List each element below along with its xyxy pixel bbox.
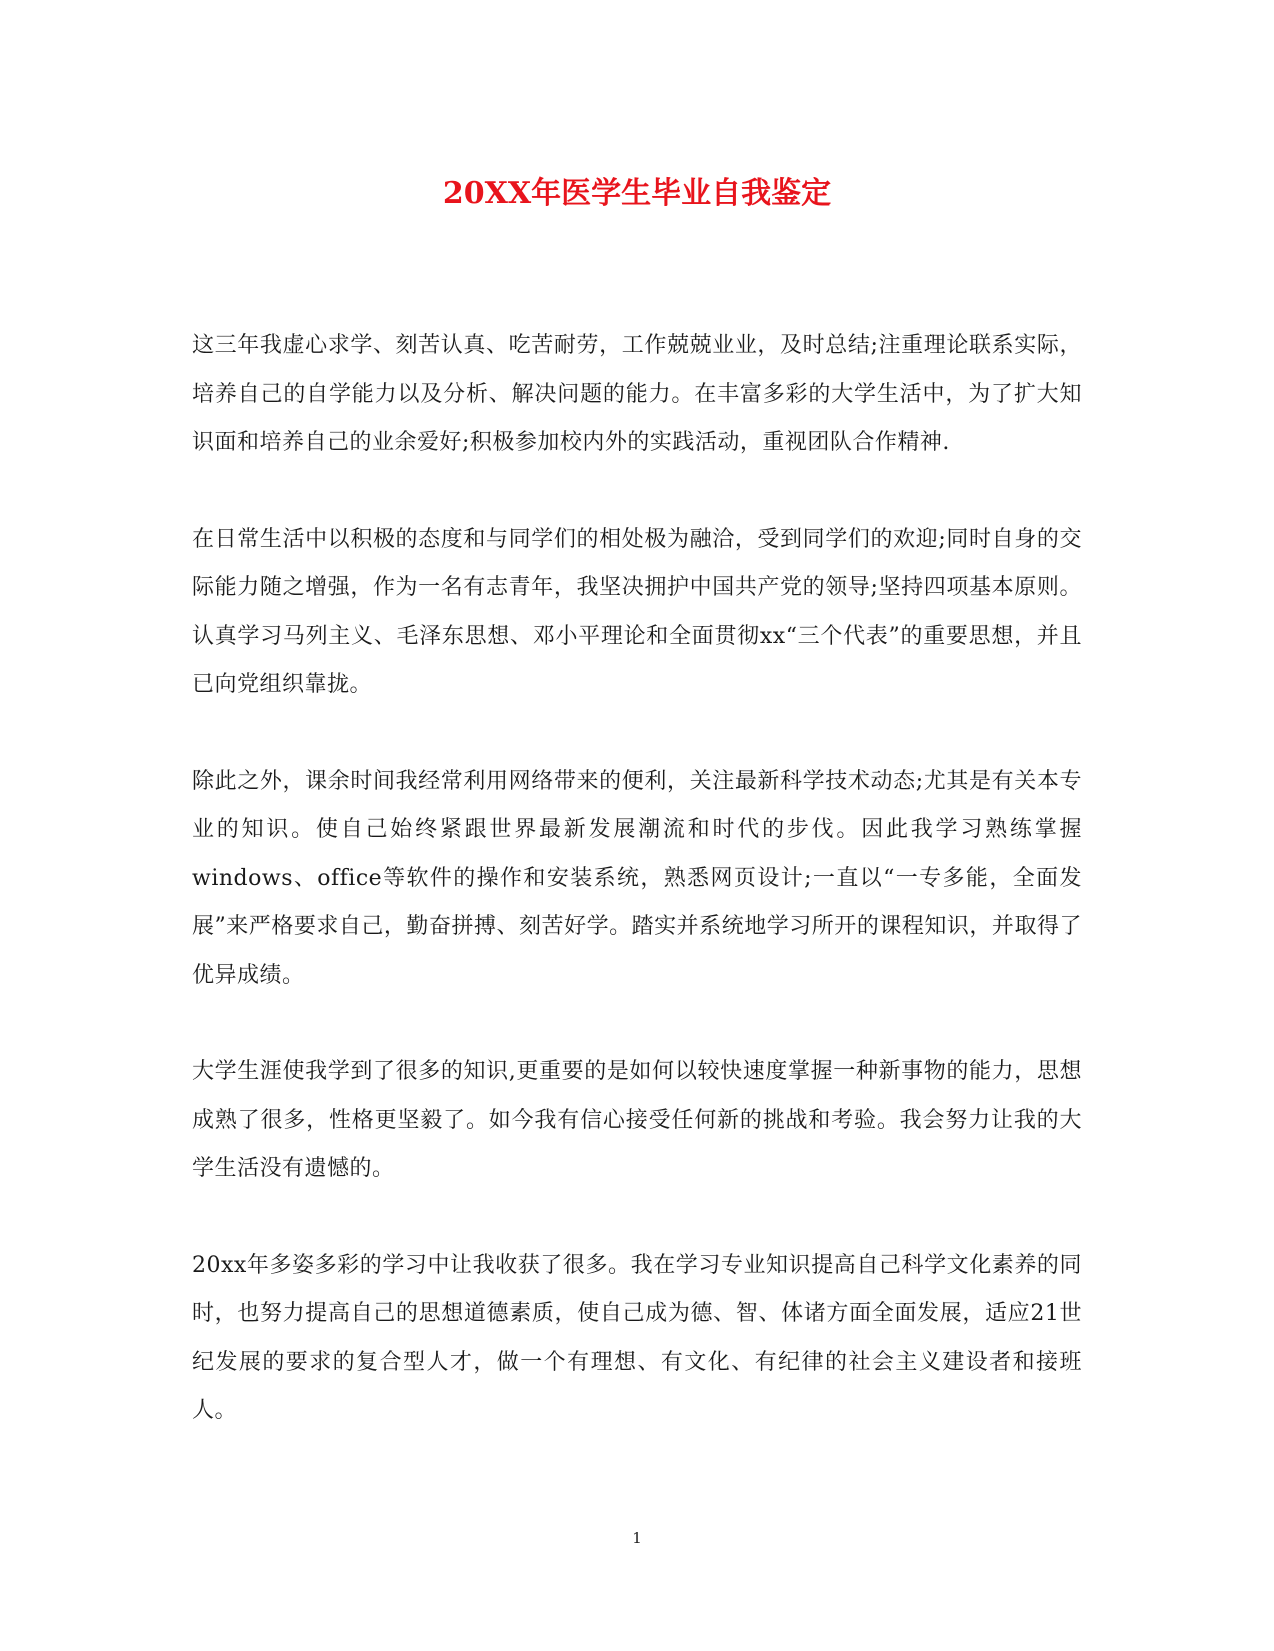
paragraph-2: 在日常生活中以积极的态度和与同学们的相处极为融洽，受到同学们的欢迎;同时自身的交际能力随之增强，作为一名有志青年，我坚决拥护中国共产党的领导;坚持四项基本原则。认真学习马列主义、毛泽东思想、邓小平理论和全面贯彻xx“三个代表”的重要思想，并且已向党组织靠拢。 xyxy=(192,526,1082,697)
paragraph-5: 20xx年多姿多彩的学习中让我收获了很多。我在学习专业知识提高自己科学文化素养的同时，也努力提高自己的思想道德素质，使自己成为德、智、体诸方面全面发展，适应21世纪发展的要求的复合型人才，做一个有理想、有文化、有纪律的社会主义建设者和接班人。 xyxy=(192,1252,1082,1423)
document-title: 20XX年医学生毕业自我鉴定 xyxy=(442,176,832,211)
paragraph-1: 这三年我虚心求学、刻苦认真、吃苦耐劳，工作兢兢业业，及时总结;注重理论联系实际，培养自己的自学能力以及分析、解决问题的能力。在丰富多彩的大学生活中，为了扩大知识面和培养自己的业余爱好;积极参加校内外的实践活动，重视团队合作精神. xyxy=(192,333,1082,455)
paragraph-4: 大学生涯使我学到了很多的知识,更重要的是如何以较快速度掌握一种新事物的能力，思想成熟了很多，性格更坚毅了。如今我有信心接受任何新的挑战和考验。我会努力让我的大学生活没有遗憾的。 xyxy=(192,1059,1082,1181)
document-body xyxy=(192,322,1082,1484)
paragraph-3: 除此之外，课余时间我经常利用网络带来的便利，关注最新科学技术动态;尤其是有关本专业的知识。使自己始终紧跟世界最新发展潮流和时代的步伐。因此我学习熟练掌握windows、office等软件的操作和安装系统，熟悉网页设计;一直以“一专多能，全面发展”来严格要求自己，勤奋拼搏、刻苦好学。踏实并系统地学习所开的课程知识，并取得了优异成绩。 xyxy=(192,768,1082,988)
page-number: 1 xyxy=(632,1529,642,1547)
